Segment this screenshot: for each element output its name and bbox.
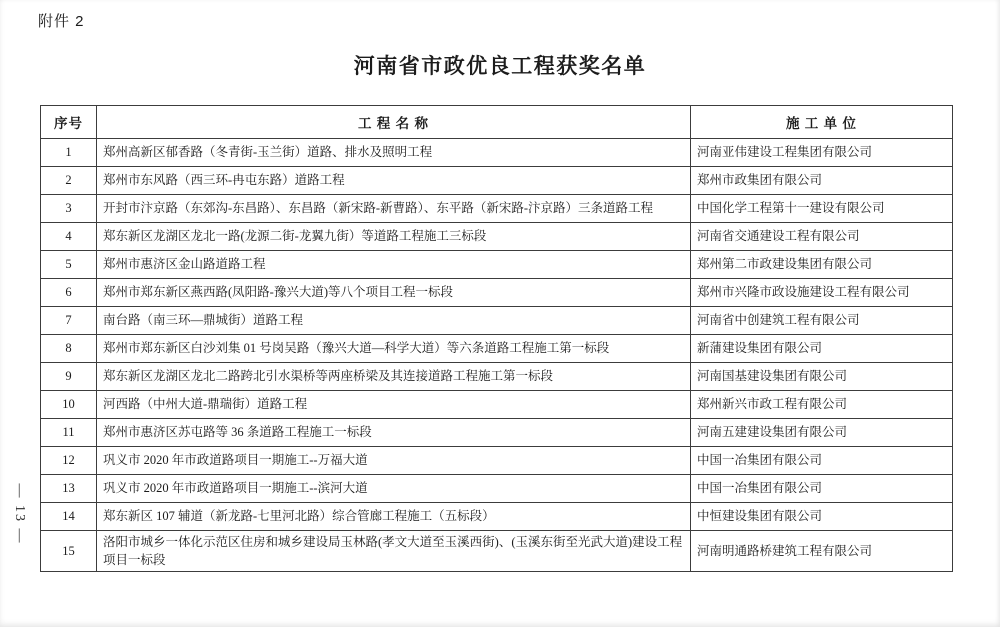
row-number-cell: 13 bbox=[41, 475, 97, 503]
project-name-cell: 郑州市惠济区金山路道路工程 bbox=[97, 251, 691, 279]
company-cell: 河南明通路桥建筑工程有限公司 bbox=[691, 531, 953, 572]
column-header-no: 序号 bbox=[41, 106, 97, 139]
table-row bbox=[41, 363, 953, 391]
project-name-cell: 郑东新区龙湖区龙北一路(龙源二街-龙翼九街）等道路工程施工三标段 bbox=[97, 223, 691, 251]
company-cell: 郑州市政集团有限公司 bbox=[691, 167, 953, 195]
row-number-cell: 14 bbox=[41, 503, 97, 531]
project-name-cell: 开封市汴京路（东郊沟-东昌路）、东昌路（新宋路-新曹路）、东平路（新宋路-汴京路）三条道路工程 bbox=[97, 195, 691, 223]
row-number-cell: 5 bbox=[41, 251, 97, 279]
award-table bbox=[40, 105, 953, 572]
project-name-cell: 郑州市郑东新区燕西路(凤阳路-豫兴大道)等八个项目工程一标段 bbox=[97, 279, 691, 307]
page-number: — 13 — bbox=[12, 483, 27, 545]
project-name-cell: 河西路（中州大道-鼎瑞街）道路工程 bbox=[97, 391, 691, 419]
company-cell: 郑州市兴隆市政设施建设工程有限公司 bbox=[691, 279, 953, 307]
company-cell: 河南五建建设集团有限公司 bbox=[691, 419, 953, 447]
project-name-cell: 洛阳市城乡一体化示范区住房和城乡建设局玉林路(孝文大道至玉溪西街)、(玉溪东街至光武大道)建设工程项目一标段 bbox=[97, 531, 691, 572]
company-cell: 河南国基建设集团有限公司 bbox=[691, 363, 953, 391]
row-number-cell: 6 bbox=[41, 279, 97, 307]
row-number-cell: 15 bbox=[41, 531, 97, 572]
row-number-cell: 3 bbox=[41, 195, 97, 223]
row-number-cell: 12 bbox=[41, 447, 97, 475]
row-number-cell: 7 bbox=[41, 307, 97, 335]
project-name-cell: 郑州市郑东新区白沙刘集 01 号岗吴路（豫兴大道—科学大道）等六条道路工程施工第一标段 bbox=[97, 335, 691, 363]
table-row bbox=[41, 223, 953, 251]
project-name-cell: 郑州高新区郁香路（冬青街-玉兰街）道路、排水及照明工程 bbox=[97, 139, 691, 167]
row-number-cell: 4 bbox=[41, 223, 97, 251]
table-row bbox=[41, 419, 953, 447]
project-name-cell: 巩义市 2020 年市政道路项目一期施工--万福大道 bbox=[97, 447, 691, 475]
project-name-cell: 郑州市惠济区苏屯路等 36 条道路工程施工一标段 bbox=[97, 419, 691, 447]
table-row bbox=[41, 391, 953, 419]
table-row bbox=[41, 475, 953, 503]
table-row bbox=[41, 503, 953, 531]
project-name-cell: 郑东新区龙湖区龙北二路跨北引水渠桥等两座桥梁及其连接道路工程施工第一标段 bbox=[97, 363, 691, 391]
project-name-cell: 郑东新区 107 辅道（新龙路-七里河北路）综合管廊工程施工（五标段） bbox=[97, 503, 691, 531]
column-header-project: 工 程 名 称 bbox=[97, 106, 691, 139]
table-row bbox=[41, 531, 953, 572]
table-row bbox=[41, 447, 953, 475]
table-row bbox=[41, 307, 953, 335]
project-name-cell: 南台路（南三环—鼎城街）道路工程 bbox=[97, 307, 691, 335]
company-cell: 河南省交通建设工程有限公司 bbox=[691, 223, 953, 251]
company-cell: 河南省中创建筑工程有限公司 bbox=[691, 307, 953, 335]
attachment-label: 附件 2 bbox=[38, 13, 85, 30]
row-number-cell: 9 bbox=[41, 363, 97, 391]
project-name-cell: 巩义市 2020 年市政道路项目一期施工--滨河大道 bbox=[97, 475, 691, 503]
row-number-cell: 10 bbox=[41, 391, 97, 419]
row-number-cell: 8 bbox=[41, 335, 97, 363]
table-row bbox=[41, 335, 953, 363]
company-cell: 中恒建设集团有限公司 bbox=[691, 503, 953, 531]
page-title: 河南省市政优良工程获奖名单 bbox=[353, 55, 647, 78]
table-row bbox=[41, 167, 953, 195]
row-number-cell: 11 bbox=[41, 419, 97, 447]
company-cell: 河南亚伟建设工程集团有限公司 bbox=[691, 139, 953, 167]
table-row bbox=[41, 251, 953, 279]
row-number-cell: 2 bbox=[41, 167, 97, 195]
company-cell: 郑州第二市政建设集团有限公司 bbox=[691, 251, 953, 279]
company-cell: 新蒲建设集团有限公司 bbox=[691, 335, 953, 363]
company-cell: 中国一冶集团有限公司 bbox=[691, 447, 953, 475]
table-row bbox=[41, 139, 953, 167]
table-header-row bbox=[41, 106, 953, 139]
table-row bbox=[41, 279, 953, 307]
project-name-cell: 郑州市东风路（西三环-冉屯东路）道路工程 bbox=[97, 167, 691, 195]
column-header-company: 施 工 单 位 bbox=[691, 106, 953, 139]
company-cell: 郑州新兴市政工程有限公司 bbox=[691, 391, 953, 419]
company-cell: 中国一冶集团有限公司 bbox=[691, 475, 953, 503]
row-number-cell: 1 bbox=[41, 139, 97, 167]
table-row bbox=[41, 195, 953, 223]
company-cell: 中国化学工程第十一建设有限公司 bbox=[691, 195, 953, 223]
